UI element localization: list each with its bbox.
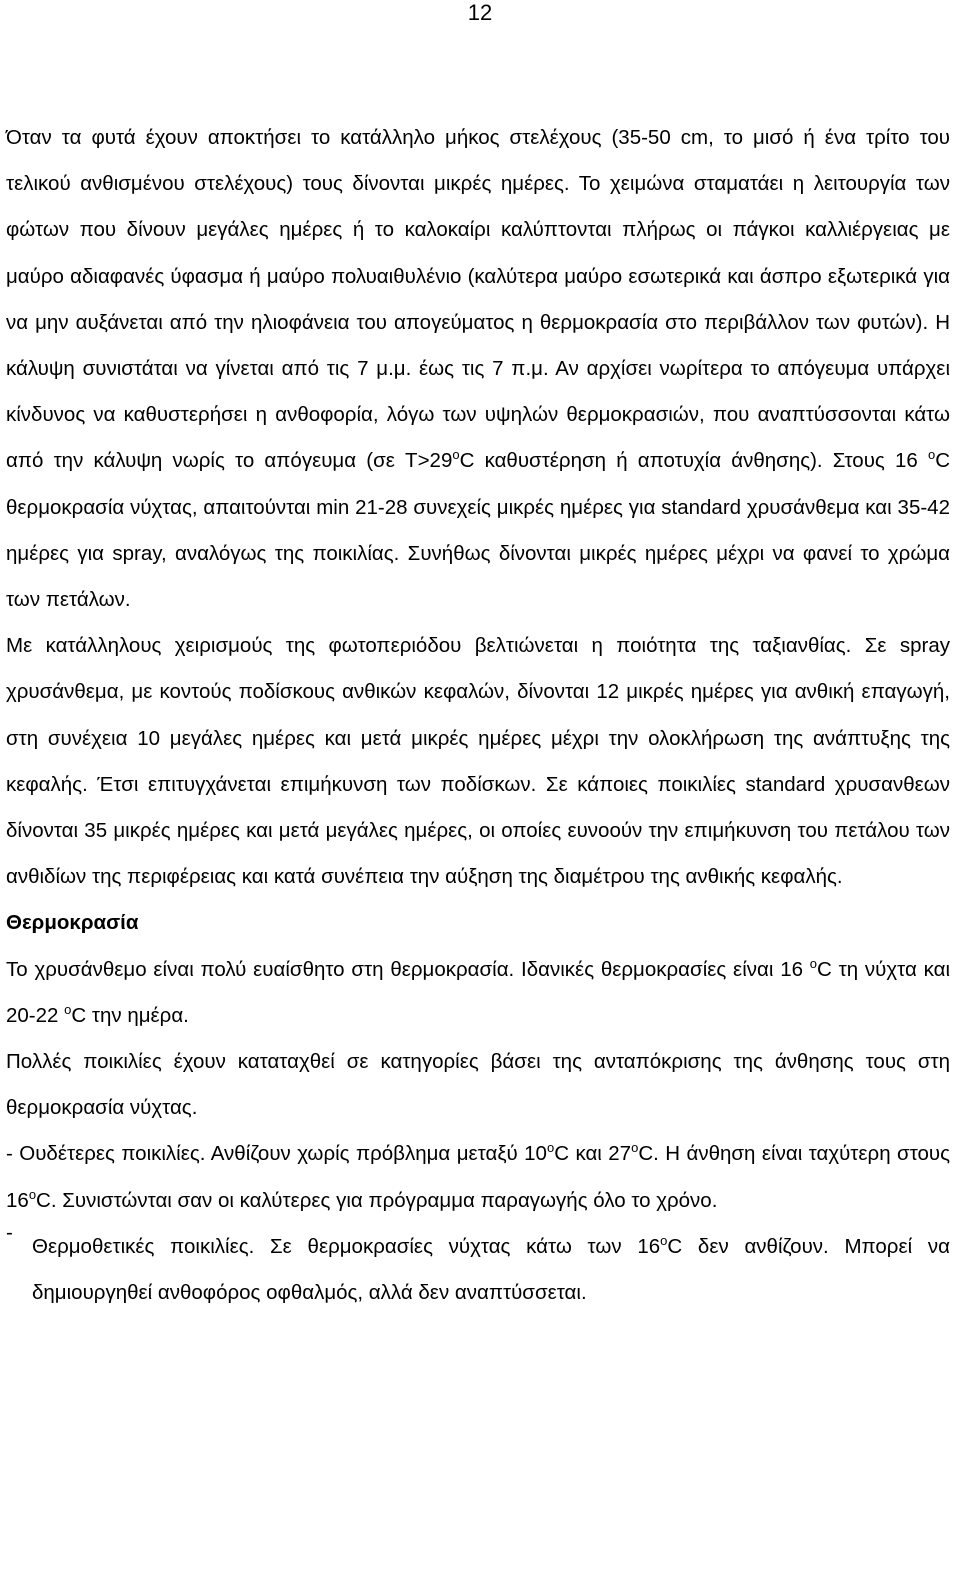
paragraph-variety-categories: Πολλές ποικιλίες έχουν καταταχθεί σε κατηγορίες βάσει της ανταπόκρισης της άνθησης τους στη θερμοκρασία νύχτας. bbox=[6, 1050, 950, 1120]
text-run: C δεν ανθίζουν. Μπορεί να δημιουργηθεί ανθοφόρος οφθαλμός, αλλά δεν αναπτύσσεται. bbox=[32, 1234, 950, 1305]
page-number: 12 bbox=[467, 0, 493, 25]
text-run: C καθυστέρηση ή αποτυχία άνθησης). Στους 16 bbox=[459, 449, 928, 473]
text-run: Θερμοθετικές ποικιλίες. Σε θερμοκρασίες νύχτας κάτω των 16 bbox=[32, 1234, 661, 1258]
paragraph-inflorescence-quality: Με κατάλληλους χειρισμούς της φωτοπεριόδου βελτιώνεται η ποιότητα της ταξιανθίας. Σε spray χρυσάνθεμα, με κοντούς ποδίσκους ανθικών κεφαλών, δίνονται 12 μικρές ημέρες για ανθική επαγωγή, στη συνέχεια 10 μεγάλες ημέρες και μετά μικρές ημέρες μέχρι την ολοκλήρωση της ανάπτυξης της κεφαλής. Έτσι επιτυγχάνεται επιμήκυνση των ποδίσκων. Σε κάποιες ποικιλίες standard χρυσανθεων δίνονται 35 μικρές ημέρες και μετά μεγάλες ημέρες, οι οποίες ευνοούν την επιμήκυνση του πετάλου των ανθιδίων της περιφέρειας και κατά συνέπεια την αύξηση της διαμέτρου της ανθικής κεφαλής. bbox=[6, 634, 950, 889]
degree-superscript: o bbox=[64, 1001, 72, 1017]
text-run: C και 27 bbox=[554, 1142, 632, 1166]
paragraph-photoperiod bbox=[6, 115, 950, 623]
bullet-marker: - bbox=[6, 1220, 13, 1244]
text-run: C θερμοκρασία νύχτας, απαιτούνται min 21-28 συνεχείς μικρές ημέρες για standard χρυσάνθεμα και 35-42 ημέρες για spray, αναλόγως της ποικιλίας. Συνήθως δίνονται μικρές ημέρες μέχρι να φανεί το χρώμα των πετάλων. bbox=[6, 449, 950, 612]
degree-superscript: o bbox=[546, 1140, 555, 1156]
text-run: - Ουδέτερες ποικιλίες. Ανθίζουν χωρίς πρόβλημα μεταξύ 10 bbox=[6, 1142, 547, 1166]
degree-superscript: o bbox=[28, 1186, 37, 1202]
section-heading-temperature: Θερμοκρασία bbox=[6, 911, 139, 935]
degree-superscript: o bbox=[927, 447, 936, 463]
paragraph-ideal-temperatures bbox=[6, 947, 950, 1039]
text-run: Όταν τα φυτά έχουν αποκτήσει το κατάλληλο μήκος στελέχους (35-50 cm, το μισό ή ένα τρίτο του τελικού ανθισμένου στελέχους) τους δίνονται μικρές ημέρες. Το χειμώνα σταματάει η λειτουργία των φώτων που δίνουν μεγάλες ημέρες ή το καλοκαίρι καλύπτονται πλήρως οι πάγκοι καλλιέργειας με μαύρο αδιαφανές ύφασμα ή μαύρο πολυαιθυλένιο (καλύτερα μαύρο εσωτερικά και άσπρο εξωτερικά για να μην αυξάνεται από την ηλιοφάνεια του απογεύματος η θερμοκρασία στο περιβάλλον των φυτών). Η κάλυψη συνιστάται να γίνεται από τις 7 μ.μ. έως τις 7 π.μ. Αν αρχίσει νωρίτερα το απόγευμα υπάρχει κίνδυνος να καθυστερήσει η ανθοφορία, λόγω των υψηλών θερμοκρασιών, που αναπτύσσονται κάτω από την κάλυψη νωρίς το απόγευμα (σε T>29 bbox=[6, 126, 950, 473]
text-run: C. Συνιστώνται σαν οι καλύτερες για πρόγραμμα παραγωγής όλο το χρόνο. bbox=[36, 1188, 718, 1212]
paragraph-neutral-varieties bbox=[6, 1131, 950, 1223]
degree-superscript: o bbox=[809, 955, 818, 971]
degree-superscript: o bbox=[660, 1232, 668, 1248]
degree-superscript: o bbox=[631, 1140, 639, 1156]
degree-superscript: o bbox=[452, 447, 460, 463]
text-run: C. Η άνθηση είναι ταχύτερη στους 16 bbox=[6, 1142, 950, 1212]
document-body bbox=[6, 115, 950, 1316]
text-run: C τη νύχτα και 20-22 bbox=[6, 957, 950, 1027]
paragraph-thermopositive-varieties bbox=[6, 1220, 950, 1316]
text-run: Το χρυσάνθεμο είναι πολύ ευαίσθητο στη θερμοκρασία. Ιδανικές θερμοκρασίες είναι 16 bbox=[6, 957, 810, 981]
text-run: C την ημέρα. bbox=[71, 1003, 189, 1027]
